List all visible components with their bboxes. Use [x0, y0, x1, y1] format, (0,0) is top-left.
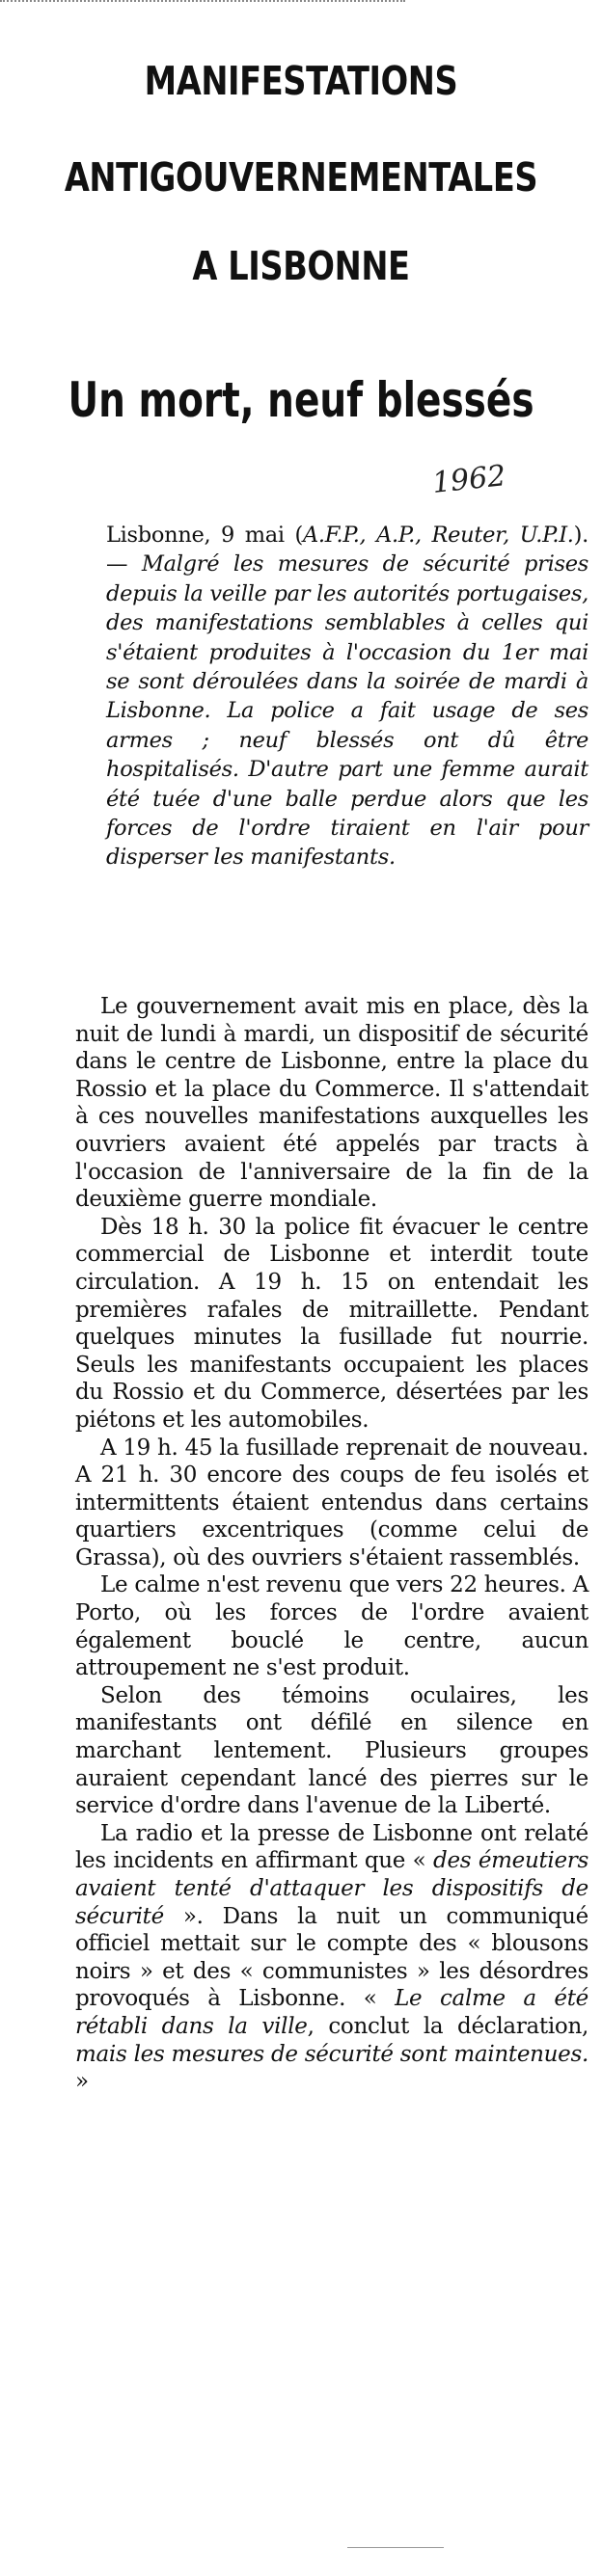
body-paragraph-3: A 19 h. 45 la fusillade reprenait de nouveau. A 21 h. 30 encore des coups de feu isolés et intermittents étaient entendus dans certains quartiers excentriques (comme celui de Grassa), où des ouvriers s'étaient rassemblés. [75, 1435, 588, 1570]
p6-text-g: » [75, 2069, 89, 2095]
p6-quote-emeutiers: des émeutiers avaient tenté d'attaquer les dispositifs de sécurité [75, 1848, 588, 1929]
handwritten-year-note: 1962 [430, 459, 507, 500]
p6-text-e: , conclut la déclaration, [307, 2013, 588, 2039]
article-body [75, 993, 588, 2096]
lede-dash: ). — [106, 523, 589, 577]
body-paragraph-4: Le calme n'est revenu que vers 22 heures. A Porto, où les forces de l'ordre avaient également bouclé le centre, aucun attroupement ne s'est produit. [75, 1572, 588, 1681]
body-paragraph-5: Selon des témoins oculaires, les manifestants ont défilé en silence en marchant lentement. Plusieurs groupes auraient cependant lancé des pierres sur le service d'ordre dans l'avenue de la Liberté. [75, 1682, 588, 1819]
lede-paragraph [106, 521, 588, 872]
lede-dateline: Lisbonne, 9 mai ( [106, 523, 303, 548]
lede-text: Malgré les mesures de sécurité prises depuis la veille par les autorités portugaises, des manifestations semblables à celles qui s'étaient produites à l'occasion du 1er mai se sont déroulées dans la soirée de mardi à Lisbonne. La police a fait usage de ses armes ; neuf blessés ont dû être hospitalisés. D'autre part une femme aurait été tuée d'une balle perdue alors que les forces de l'ordre tiraient en l'air pour disperser les manifestants. [106, 551, 588, 871]
headline-line-1: MANIFESTATIONS [144, 58, 458, 104]
body-paragraph-1: Le gouvernement avait mis en place, dès la nuit de lundi à mardi, un dispositif de sécurité dans le centre de Lisbonne, entre la place du Rossio et la place du Commerce. Il s'attendait à ces nouvelles manifestations auxquelles les ouvriers avaient été appelés par tracts à l'occasion de l'anniversaire de la fin de la deuxième guerre mondiale. [75, 994, 588, 1213]
p6-text-c: ». Dans la nuit un communiqué officiel mettait sur le compte des « blousons noirs » et des « communistes » les désordres provoqués à Lisbonne. « [75, 1903, 588, 2012]
p6-text-a: La radio et la presse de Lisbonne ont relaté les incidents en affirmant que « [75, 1820, 588, 1874]
p6-quote-calme: Le calme a été rétabli dans la ville [75, 1986, 588, 2039]
lede-agencies: A.F.P., A.P., Reuter, U.P.I. [302, 523, 574, 548]
body-paragraph-2: Dès 18 h. 30 la police fit évacuer le centre commercial de Lisbonne et interdit toute circulation. A 19 h. 15 on entendait les premières rafales de mitraillette. Pendant quelques minutes la fusillade fut nourrie. Seuls les manifestants occupaient les places du Rossio et du Commerce, désertées par les piétons et les automobiles. [75, 1214, 588, 1433]
headline-line-2: ANTIGOUVERNEMENTALES [64, 154, 538, 201]
subheadline: Un mort, neuf blessés [68, 372, 534, 428]
top-dotted-rule [0, 0, 405, 2]
p6-quote-mesures: mais les mesures de sécurité sont maintenues. [75, 2041, 588, 2067]
body-paragraph-6 [75, 1820, 588, 2096]
headline-line-3: A LISBONNE [192, 243, 410, 289]
end-rule [347, 2547, 444, 2548]
